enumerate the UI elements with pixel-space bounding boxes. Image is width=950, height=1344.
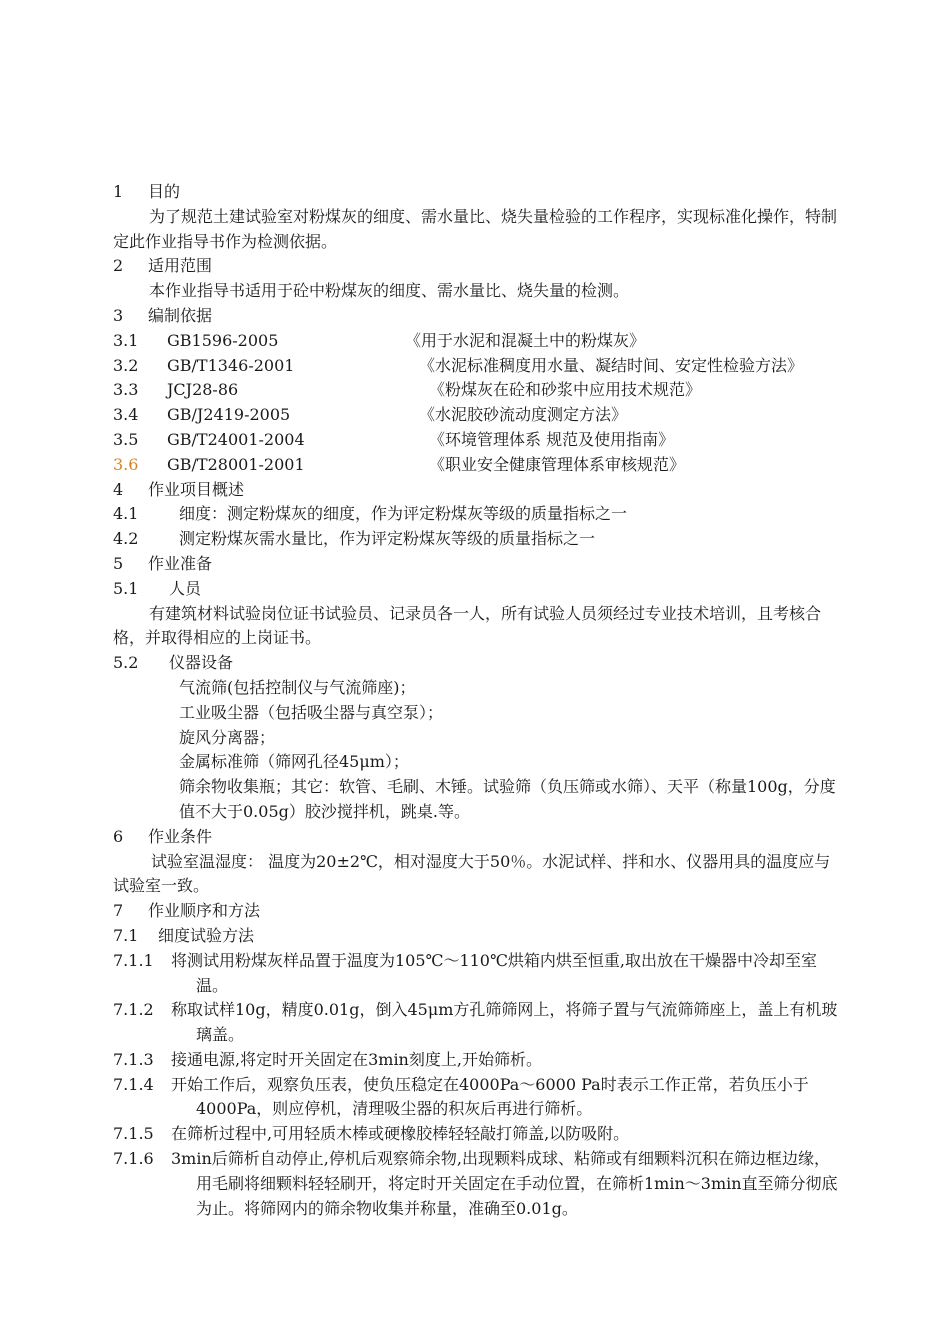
subsection-heading-5-1: 5.1 人员 — [113, 578, 202, 598]
document-body — [113, 180, 838, 1221]
section-heading-6: 6 作业条件 — [113, 826, 213, 846]
section-heading-1: 1 目的 — [113, 182, 181, 201]
overview-item: 4.1 细度：测定粉煤灰的细度，作为评定粉煤灰等级的质量指标之一 — [113, 504, 628, 524]
equipment-item: 旋风分离器； — [179, 727, 276, 747]
equipment-item: 气流筛(包括控制仪与气流筛座)； — [179, 677, 416, 697]
equipment-list — [113, 676, 838, 825]
reference-item: 3.1 GB1596-2005 《用于水泥和混凝土中的粉煤灰》 — [113, 330, 646, 350]
procedure-step: 7.1.2 称取试样10g，精度0.01g，倒入45μm方孔筛筛网上，将筛子置与气流筛筛座上，盖上有机玻璃盖。 — [113, 1000, 838, 1045]
section-heading-7: 7 作业顺序和方法 — [113, 901, 261, 921]
equipment-item: 筛余物收集瓶；其它：软管、毛刷、木锤。试验筛（负压筛或水筛）、天平（称量100g，分度值不大于0.05g）胶沙搅拌机，跳桌.等。 — [179, 777, 836, 821]
equipment-item: 金属标准筛（筛网孔径45μm）； — [179, 752, 409, 772]
conditions-paragraph: 试验室温湿度： 温度为20±2℃，相对湿度大于50％。水泥试样、拌和水、仪器用具的温度应与试验室一致。 — [113, 851, 831, 896]
overview-item: 4.2 测定粉煤灰需水量比，作为评定粉煤灰等级的质量指标之一 — [113, 529, 596, 549]
section-heading-2: 2 适用范围 — [113, 256, 213, 276]
reference-item: 3.6 GB/T28001-2001 《职业安全健康管理体系审核规范》 — [113, 453, 838, 478]
procedure-step: 7.1.1 将测试用粉煤灰样品置于温度为105℃～110℃烘箱内烘至恒重,取出放在干燥器中冷却至室温。 — [113, 950, 817, 995]
scope-paragraph: 本作业指导书适用于砼中粉煤灰的细度、需水量比、烧失量的检测。 — [149, 281, 630, 301]
section-heading-4: 4 作业项目概述 — [113, 479, 245, 499]
reference-item: 3.3 JCJ28-86 《粉煤灰在砼和砂浆中应用技术规范》 — [113, 380, 702, 400]
personnel-paragraph: 有建筑材料试验岗位证书试验员、记录员各一人，所有试验人员须经过专业技术培训，且考核合格，并取得相应的上岗证书。 — [113, 603, 822, 648]
section-heading-3: 3 编制依据 — [113, 305, 213, 325]
section-heading-5: 5 作业准备 — [113, 553, 213, 573]
subsection-heading-5-2: 5.2 仪器设备 — [113, 653, 234, 673]
procedure-step: 7.1.6 3min后筛析自动停止,停机后观察筛余物,出现颗料成球、粘筛或有细颗料沉积在筛边框边缘，用毛刷将细颗料轻轻刷开，将定时开关固定在手动位置，在筛析1min～3min直至筛分彻底为止。将筛网内的筛余物收集并称量，准确至0.01g。 — [113, 1149, 838, 1218]
purpose-paragraph: 为了规范土建试验室对粉煤灰的细度、需水量比、烧失量检验的工作程序，实现标准化操作，特制定此作业指导书作为检测依据。 — [113, 206, 838, 251]
procedure-step: 7.1.4 开始工作后，观察负压表，使负压稳定在4000Pa～6000 Pa时表示工作正常，若负压小于4000Pa，则应停机，清理吸尘器的积灰后再进行筛析。 — [113, 1074, 809, 1119]
reference-item: 3.4 GB/J2419-2005 《水泥胶砂流动度测定方法》 — [113, 405, 628, 425]
procedure-step: 7.1.3 接通电源,将定时开关固定在3min刻度上,开始筛析。 — [113, 1049, 542, 1069]
reference-item: 3.2 GB/T1346-2001 《水泥标准稠度用水量、凝结时间、安定性检验方法》 — [113, 355, 804, 375]
reference-item: 3.5 GB/T24001-2004 《环境管理体系 规范及使用指南》 — [113, 429, 675, 449]
procedure-step: 7.1.5 在筛析过程中,可用轻质木棒或硬橡胶棒轻轻敲打筛盖,以防吸附。 — [113, 1124, 630, 1144]
subsection-heading-7-1: 7.1 细度试验方法 — [113, 925, 255, 945]
highlighted-number: 3.6 — [113, 454, 139, 474]
equipment-item: 工业吸尘器（包括吸尘器与真空泵）； — [179, 702, 444, 722]
